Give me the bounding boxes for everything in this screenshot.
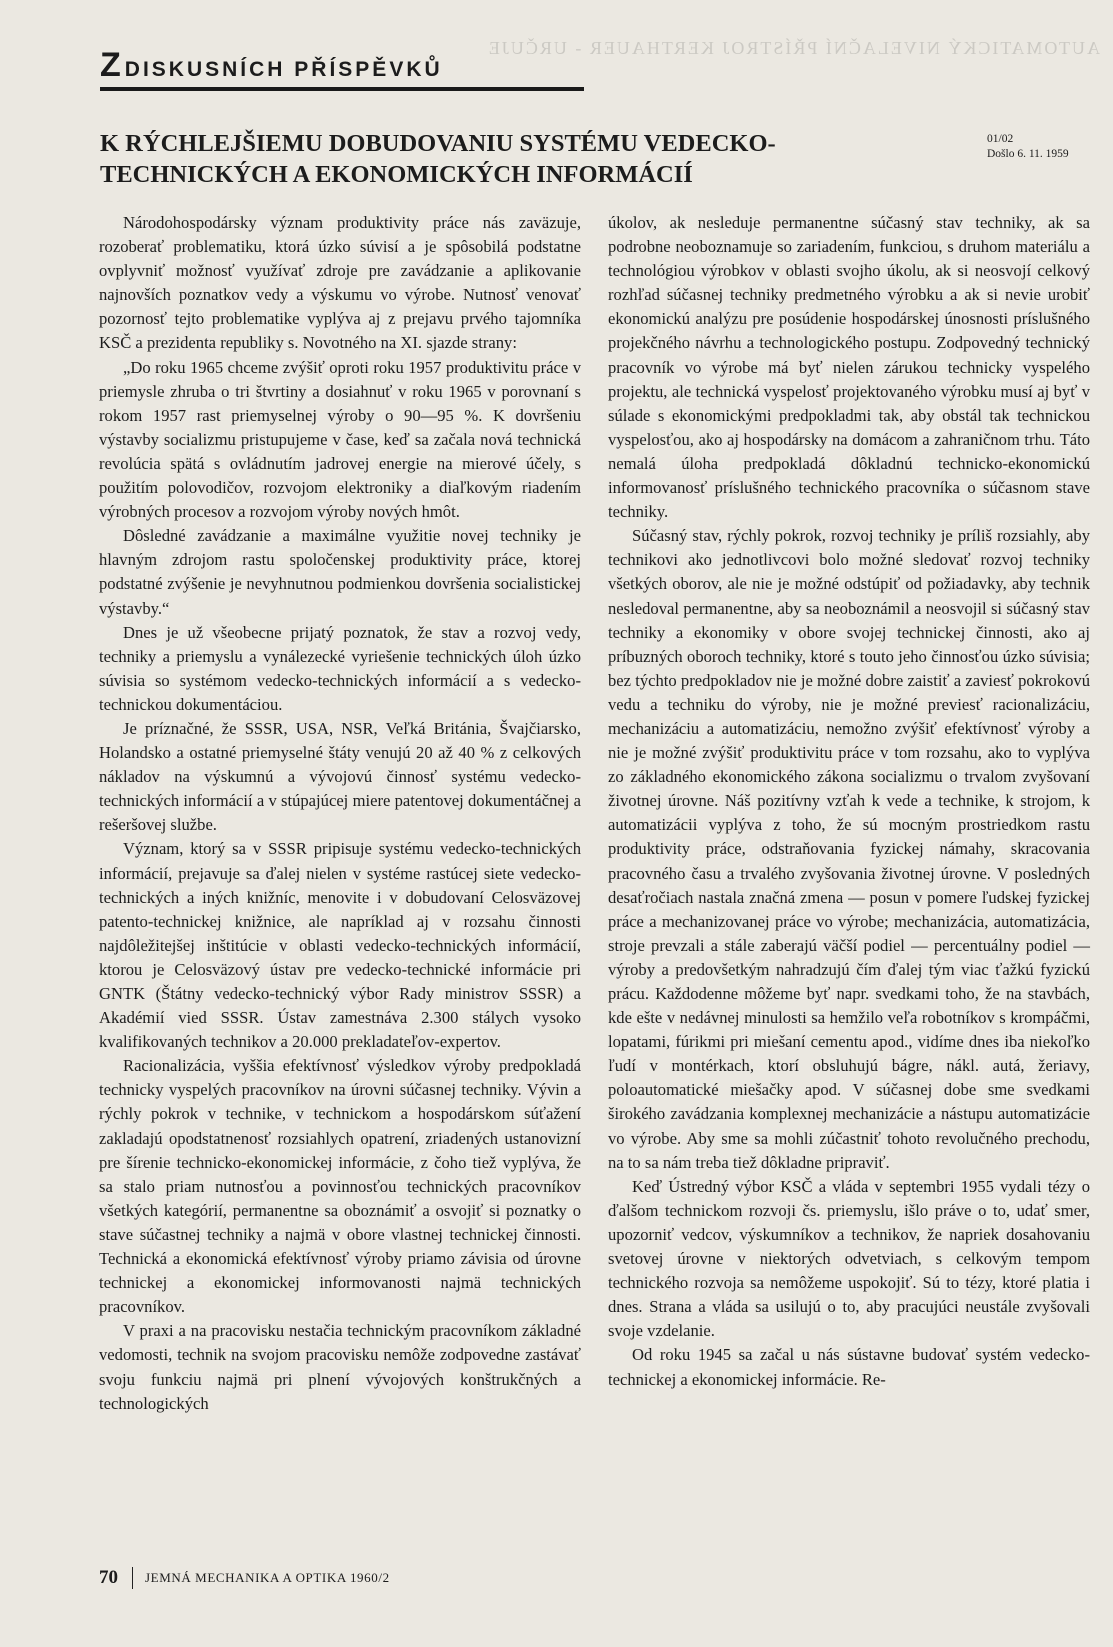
left-paragraph: Dnes je už všeobecne prijatý poznatok, že stav a rozvoj vedy, techniky a priemyslu a vynálezecké vyriešenie technických úloh úzko súvisia so systémom vedecko-technických informácií a s vedecko-technickou dokumentáciou. bbox=[99, 622, 581, 714]
right-paragraph: Od roku 1945 sa začal u nás sústavne budovať systém vedecko-technickej a ekonomickej informácie. Re- bbox=[608, 1345, 1090, 1389]
received-code: 01/02 bbox=[987, 133, 1014, 145]
footer-divider bbox=[132, 1567, 133, 1589]
right-paragraph: Keď Ústredný výbor KSČ a vláda v septembri 1955 vydali tézy o ďalšom technickom rozvoji čs. priemyslu, išlo práve o to, udať smer, upozorniť vedcov, výskumníkov a technikov, že napriek dosahovaniu svetovej úrovne v niektorých odvetviach, s celkovým tempom technického rozvoja sa nemôžeme uspokojiť. Sú to tézy, ktoré platia i dnes. Strana a vláda sa usilujú o to, aby pracujúci neustále zvyšovali svoje vzdelanie. bbox=[608, 1176, 1090, 1341]
left-paragraph: Dôsledné zavádzanie a maximálne využitie novej techniky je hlavným zdrojom rastu spoločenskej produktivity práce, ktorej podstatné zvýšenie je nevyhnutnou podmienkou dovršenia socialistickej výstavby.“ bbox=[99, 526, 581, 618]
left-paragraph: Je príznačné, že SSSR, USA, NSR, Veľká Británia, Švajčiarsko, Holandsko a ostatné priemyselné štáty venujú 20 až 40 % z celkových nákladov na výskumnú a vývojovú činnosť systému vedecko-technických informácií a v stúpajúcej miere patentovej dokumentáčnej a rešeršovej službe. bbox=[99, 718, 581, 835]
page-number: 70 bbox=[99, 1567, 118, 1588]
right-paragraph: úkolov, ak nesleduje permanentne súčasný stav techniky, ak sa podrobne neoboznamuje so zariadením, funkciou, s druhom materiálu a technológiou výrobkov v oblasti svojho úkolu, ak si neosvojí celkový rozhľad súčasnej techniky predmetného výrobku a ak si nevie urobiť ekonomickú analýzu pre posúdenie hospodárskej únosnosti príslušného projekčného návrhu a technologického postupu. Zodpovedný technický pracovník vo výrobe má byť nielen zárukou technicky vyspelého projektu, ale technická vyspelosť projektovaného výrobku musí aj byť v súlade s ekonomickými predpokladmi tak, aby obstál tak technickou vyspelosťou, ako aj hospodársky na domácom a zahraničnom trhu. Táto nemalá úloha predpokladá dôkladnú technicko-ekonomickú informovanosť príslušného technického pracovníka o súčasnom stave techniky. bbox=[608, 213, 1090, 522]
received-date: Došlo 6. 11. 1959 bbox=[987, 148, 1069, 160]
right-column bbox=[608, 211, 1090, 1392]
left-paragraph: Význam, ktorý sa v SSSR pripisuje systému vedecko-technických informácií, prejavuje sa ďalej nielen v systéme rastúcej siete vedecko-technických a iných knižníc, menovite i v dobudovaní Celosväzovej patento-technickej knižnice, ale napríklad aj v rozsahu činnosti najdôležitejšej inštitúcie v oblasti vedecko-technických informácií, ktorou je Celosväzový ústav pre vedecko-technické informácie pri GNTK (Štátny vedecko-technický výbor Rady ministrov SSSR) a Akadémií vied SSSR. Ústav zamestnáva 2.300 stálych vysoko kvalifikovaných technikov a 20.000 prekladateľov-expertov. bbox=[99, 839, 581, 1052]
right-paragraph: Súčasný stav, rýchly pokrok, rozvoj techniky je príliš rozsiahly, aby technikovi ako jednotlivcovi bolo možné sledovať rozvoj techniky všetkých oborov, ale nie je možné odstúpiť od požiadavky, aby technik nesledoval permanentne, aby sa neoboznámil a neosvojil si súčasný stav techniky a ekonomiky v obore svojej technickej činnosti, ako aj príbuzných oboroch techniky, ktoré s touto jeho činnosťou úzko súvisia; bez týchto predpokladov nie je možné dobre zaistiť a zaviesť pokrokovú vedu a techniku do výroby, nie je možné previesť racionalizáciu, mechanizáciu a automatizáciu, nemožno zvýšiť efektívnosť výroby a nie je možné zvýšiť produktivitu práce v tom rozsahu, ako to vyplýva zo základného ekonomického zákona socializmu o trvalom zvyšovaní životnej úrovne. Náš pozitívny vzťah k vede a technike, k strojom, k automatizácii vyplýva z toho, že sú mocným prostriedkom rastu produktivity práce, odstraňovania fyzickej námahy, skracovania pracovného času a trvalého zvyšovania životnej úrovne. V posledných desaťročiach nastala značná zmena — posun v pomere ľudskej fyzickej práce a mechanizovanej práce vo výrobe; mechanizácia, automatizácia, stroje prevzali a stále zaberajú väčší podiel — percentuálny podiel — výroby a predovšetkým nahradzujú čím ďalej tým viac ťažkú fyzickú prácu. Každodenne môžeme byť napr. svedkami toho, že na stavbách, kde ešte v nedávnej minulosti sa hemžilo veľa robotníkov s krompáčmi, lopatami, fúrikmi pri miešaní cementu apod., vidíme dnes iba niekoľko ľudí v montérkach, ktorí obsluhujú bágre, nákl. autá, žeriavy, poloautomatické miešačky apod. V súčasnej dobe sme svedkami širokého zavádzania komplexnej mechanizácie a nástupu automatizácie vo výrobe. Aby sme sa mohli zúčastniť tohoto revolučného prechodu, na to sa nám treba tiež dôkladne pripraviť. bbox=[608, 526, 1090, 1172]
bleed-through-text: AUTOMATICKÝ NIVELAČNÍ PŘÍSTROJ KERTHAUER - URČUJE bbox=[486, 38, 1100, 58]
section-header bbox=[100, 46, 584, 91]
page-footer bbox=[99, 1567, 390, 1589]
received-note bbox=[987, 132, 1069, 162]
left-column bbox=[99, 211, 581, 1416]
left-paragraph: Národohospodársky význam produktivity práce nás zaväzuje, rozoberať problematiku, ktorá úzko súvisí a je spôsobilá podstatne ovplyvniť možnosť využívať zdroje pre zavádzanie a aplikovanie najnovších poznatkov vedy a výskumu vo výrobe. Nutnosť venovať pozornosť tejto problematike vyplýva aj z prejavu prvého tajomníka KSČ a prezidenta republiky s. Novotného na XI. sjazde strany: bbox=[99, 213, 581, 353]
article-title: K RÝCHLEJŠIEMU DOBUDOVANIU SYSTÉMU VEDECKO-TECHNICKÝCH A EKONOMICKÝCH INFORMÁCIÍ bbox=[100, 130, 776, 188]
left-paragraph: V praxi a na pracovisku nestačia technickým pracovníkom základné vedomosti, technik na svojom pracovisku nemôže zodpovedne zastávať svoju funkciu najmä pri plnení vývojových konštrukčných a technologických bbox=[99, 1321, 581, 1413]
section-letter: Z bbox=[100, 46, 121, 84]
left-paragraph: „Do roku 1965 chceme zvýšiť oproti roku 1957 produktivitu práce v priemysle zhruba o tri štvrtiny a dosiahnuť v roku 1965 v porovnaní s rokom 1957 rast priemyselnej výroby o 90—95 %. K dovršeniu výstavby socializmu pristupujeme v čase, keď sa začala nová technická revolúcia spätá s ovládnutím jadrovej energie na mierové účely, s použitím polovodičov, rozvojom elektroniky a diaľkovým riadením výrobných procesov a rozvojom výroby nových hmôt. bbox=[99, 357, 581, 522]
journal-name: JEMNÁ MECHANIKA A OPTIKA 1960/2 bbox=[145, 1570, 390, 1585]
left-paragraph: Racionalizácia, vyššia efektívnosť výsledkov výroby predpokladá technicky vyspelých pracovníkov na úrovni súčasnej techniky. Vývin a rýchly pokrok v technike, v technickom a hospodárskom súťažení zakladajú opodstatnenosť rozsiahlych opatrení, zriadených ustanovizní pre šírenie technicko-ekonomickej informácie, z čoho tiež vyplýva, že sa stalo priam nutnosťou a povinnosťou technických pracovníkov všetkých kategórií, permanentne sa oboznámiť a osvojiť si poznatky o stave súčastnej techniky a najmä v obore vlastnej technickej činnosti. Technická a ekonomická efektívnosť výroby priamo závisia od úrovne technickej a ekonomickej informovanosti najmä technických pracovníkov. bbox=[99, 1056, 581, 1317]
section-label: DISKUSNÍCH PŘÍSPĚVKŮ bbox=[124, 58, 443, 81]
